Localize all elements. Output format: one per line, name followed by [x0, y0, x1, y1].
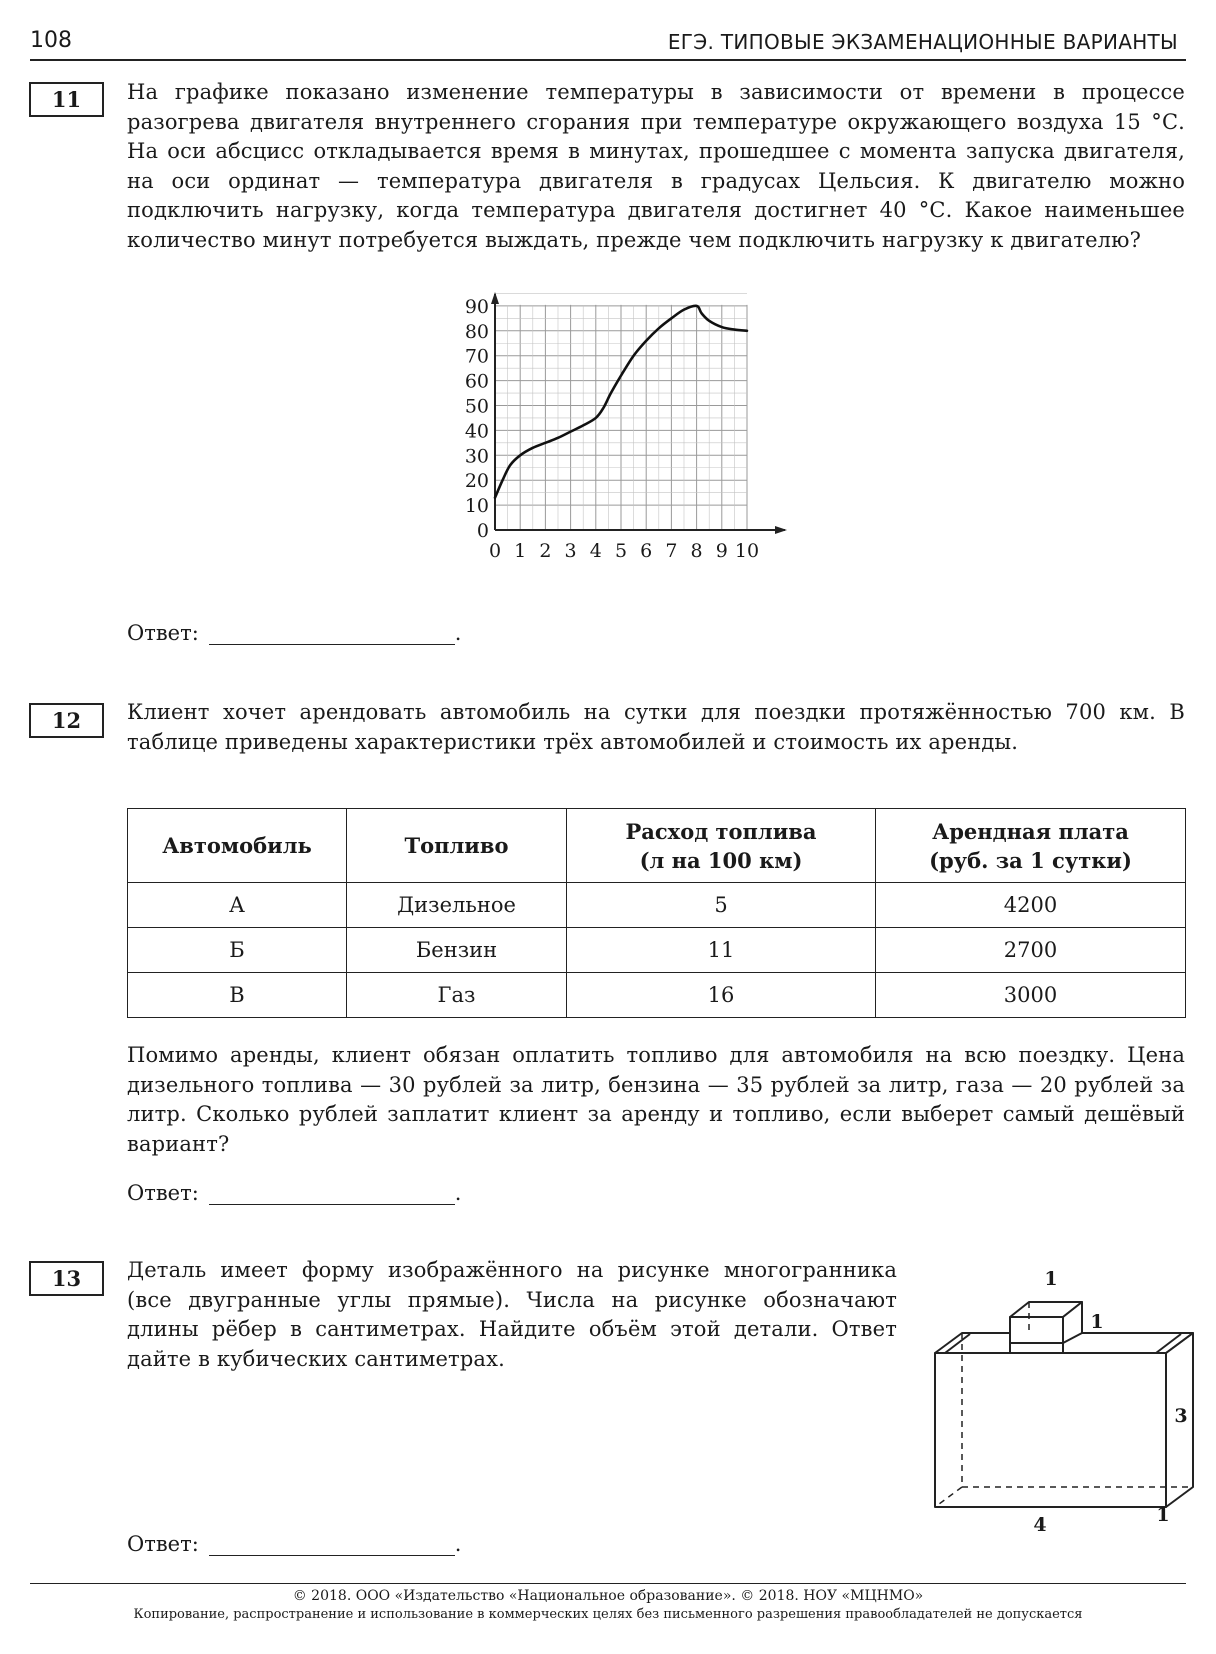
- x-tick-label: 3: [564, 540, 577, 562]
- task-11-number-box: 11: [29, 82, 104, 117]
- task-11-text: На графике показано изменение температуры в зависимости от времени в процессе разогрева двигателя внутреннего сгорания при температуре окружающего воздуха 15 °С. На оси абсцисс откладывается время в минутах, прошедшее с момента запуска двигателя, на оси ординат — температура двигателя в градусах Цельсия. К двигателю можно подключить нагрузку, когда температура двигателя достигнет 40 °С. Какое наименьшее количество минут потребуется выждать, прежде чем подключить нагрузку к двигателю?: [127, 80, 1185, 252]
- label-height: 3: [1174, 1405, 1188, 1427]
- task-12-answer-dot: .: [454, 1181, 462, 1205]
- task-11-answer: [127, 621, 461, 645]
- x-tick-label: 2: [539, 540, 552, 562]
- box-front-face: [935, 1353, 1166, 1507]
- x-tick-label: 5: [614, 540, 628, 562]
- footer-divider: [30, 1583, 1186, 1584]
- task-13-answer-field[interactable]: [209, 1533, 455, 1556]
- task-13-text: Деталь имеет форму изображённого на рисунке многогранника (все двугранные углы прямые). Числа на рисунке обозначают длины рёбер в сантиметрах. Найдите объём этой детали. Ответ дайте в кубических сантиметрах.: [127, 1258, 897, 1371]
- car-rental-table: [127, 808, 1186, 1018]
- table-header-row: [128, 809, 1186, 883]
- table-row: [128, 973, 1186, 1018]
- x-tick-label: 9: [715, 540, 728, 562]
- copyright-line: © 2018. ООО «Издательство «Национальное образование». © 2018. НОУ «МЦНМО»: [292, 1588, 924, 1604]
- y-axis-arrow: [491, 292, 499, 304]
- table-row: [128, 883, 1186, 928]
- x-tick-label: 10: [734, 540, 760, 562]
- task-13-answer: [127, 1532, 461, 1556]
- table-row: [128, 928, 1186, 973]
- running-title: ЕГЭ. ТИПОВЫЕ ЭКЗАМЕНАЦИОННЫЕ ВАРИАНТЫ: [667, 30, 1178, 54]
- table-cell: 11: [567, 928, 876, 973]
- label-length: 4: [1033, 1514, 1047, 1536]
- task-11-answer-dot: .: [454, 621, 462, 645]
- x-tick-label: 8: [690, 540, 703, 562]
- y-tick-label: 70: [464, 345, 489, 368]
- table-cell: Дизельное: [347, 883, 567, 928]
- table-header-cell: Топливо: [347, 809, 567, 883]
- table-cell: Газ: [347, 973, 567, 1018]
- x-tick-label: 4: [589, 540, 602, 562]
- y-tick-label: 20: [464, 470, 489, 493]
- chart-axes: [491, 292, 787, 534]
- table-cell: Бензин: [347, 928, 567, 973]
- task-13-answer-label: Ответ:: [127, 1532, 199, 1556]
- table-cell: 16: [567, 973, 876, 1018]
- table-header-cell: Автомобиль: [128, 809, 347, 883]
- page-number: 108: [30, 28, 72, 53]
- y-tick-label: 60: [464, 370, 489, 393]
- copyright-notice: Копирование, распространение и использование в коммерческих целях без письменного разрешения правообладателей не допускается: [133, 1607, 1083, 1622]
- x-axis-arrow: [775, 526, 787, 534]
- table-cell: 4200: [876, 883, 1186, 928]
- label-depth: 1: [1156, 1504, 1170, 1526]
- task-11-answer-field[interactable]: [209, 622, 455, 645]
- y-tick-label: 0: [476, 520, 489, 542]
- y-tick-label: 30: [464, 445, 489, 468]
- chart-tick-labels: [465, 296, 759, 562]
- table-cell: 5: [567, 883, 876, 928]
- header-sub: (л на 100 км): [639, 847, 803, 873]
- y-tick-label: 40: [464, 420, 489, 443]
- header-divider: [30, 59, 1186, 61]
- polyhedron-figure: [925, 1255, 1195, 1535]
- hidden-edge: [935, 1487, 962, 1507]
- header-main: Расход топлива: [625, 818, 817, 844]
- chart-grid: [495, 293, 747, 530]
- task-13-number-box: 13: [29, 1261, 104, 1296]
- x-tick-label: 6: [640, 540, 653, 562]
- table-cell: 3000: [876, 973, 1186, 1018]
- task-12-answer-field[interactable]: [209, 1182, 455, 1205]
- table-cell: В: [128, 973, 347, 1018]
- temperature-chart: [464, 292, 840, 602]
- header-main: Арендная плата: [932, 818, 1129, 844]
- y-tick-label: 10: [464, 495, 489, 518]
- task-12-number-box: 12: [29, 703, 104, 738]
- y-tick-label: 50: [464, 395, 489, 418]
- table-cell: А: [128, 883, 347, 928]
- task-13-answer-dot: .: [454, 1532, 462, 1556]
- cube-front-face: [1010, 1317, 1063, 1343]
- y-tick-label: 80: [464, 320, 489, 343]
- x-tick-label: 1: [514, 540, 527, 562]
- task-12-text: Помимо аренды, клиент обязан оплатить топливо для автомобиля на всю поездку. Цена дизельного топлива — 30 рублей за литр, бензина — 35 рублей за литр, газа — 20 рублей за литр. Сколько рублей заплатит клиент за аренду и топливо, если выберет самый дешёвый вариант?: [127, 1043, 1185, 1156]
- table-cell: 2700: [876, 928, 1186, 973]
- table-cell: Б: [128, 928, 347, 973]
- task-12-intro: Клиент хочет арендовать автомобиль на сутки для поездки протяжённостью 700 км. В таблице приведены характеристики трёх автомобилей и стоимость их аренды.: [127, 700, 1185, 754]
- table-header-cell: [567, 809, 876, 883]
- task-11-answer-label: Ответ:: [127, 621, 199, 645]
- task-12-answer: [127, 1181, 461, 1205]
- label-top-width: 1: [1044, 1268, 1058, 1290]
- label-top-depth: 1: [1090, 1311, 1104, 1333]
- y-tick-label: 90: [464, 295, 489, 318]
- x-tick-label: 0: [488, 540, 502, 562]
- x-tick-label: 7: [665, 540, 678, 562]
- task-12-answer-label: Ответ:: [127, 1181, 199, 1205]
- table-header-cell: [876, 809, 1186, 883]
- header-sub: (руб. за 1 сутки): [929, 847, 1132, 873]
